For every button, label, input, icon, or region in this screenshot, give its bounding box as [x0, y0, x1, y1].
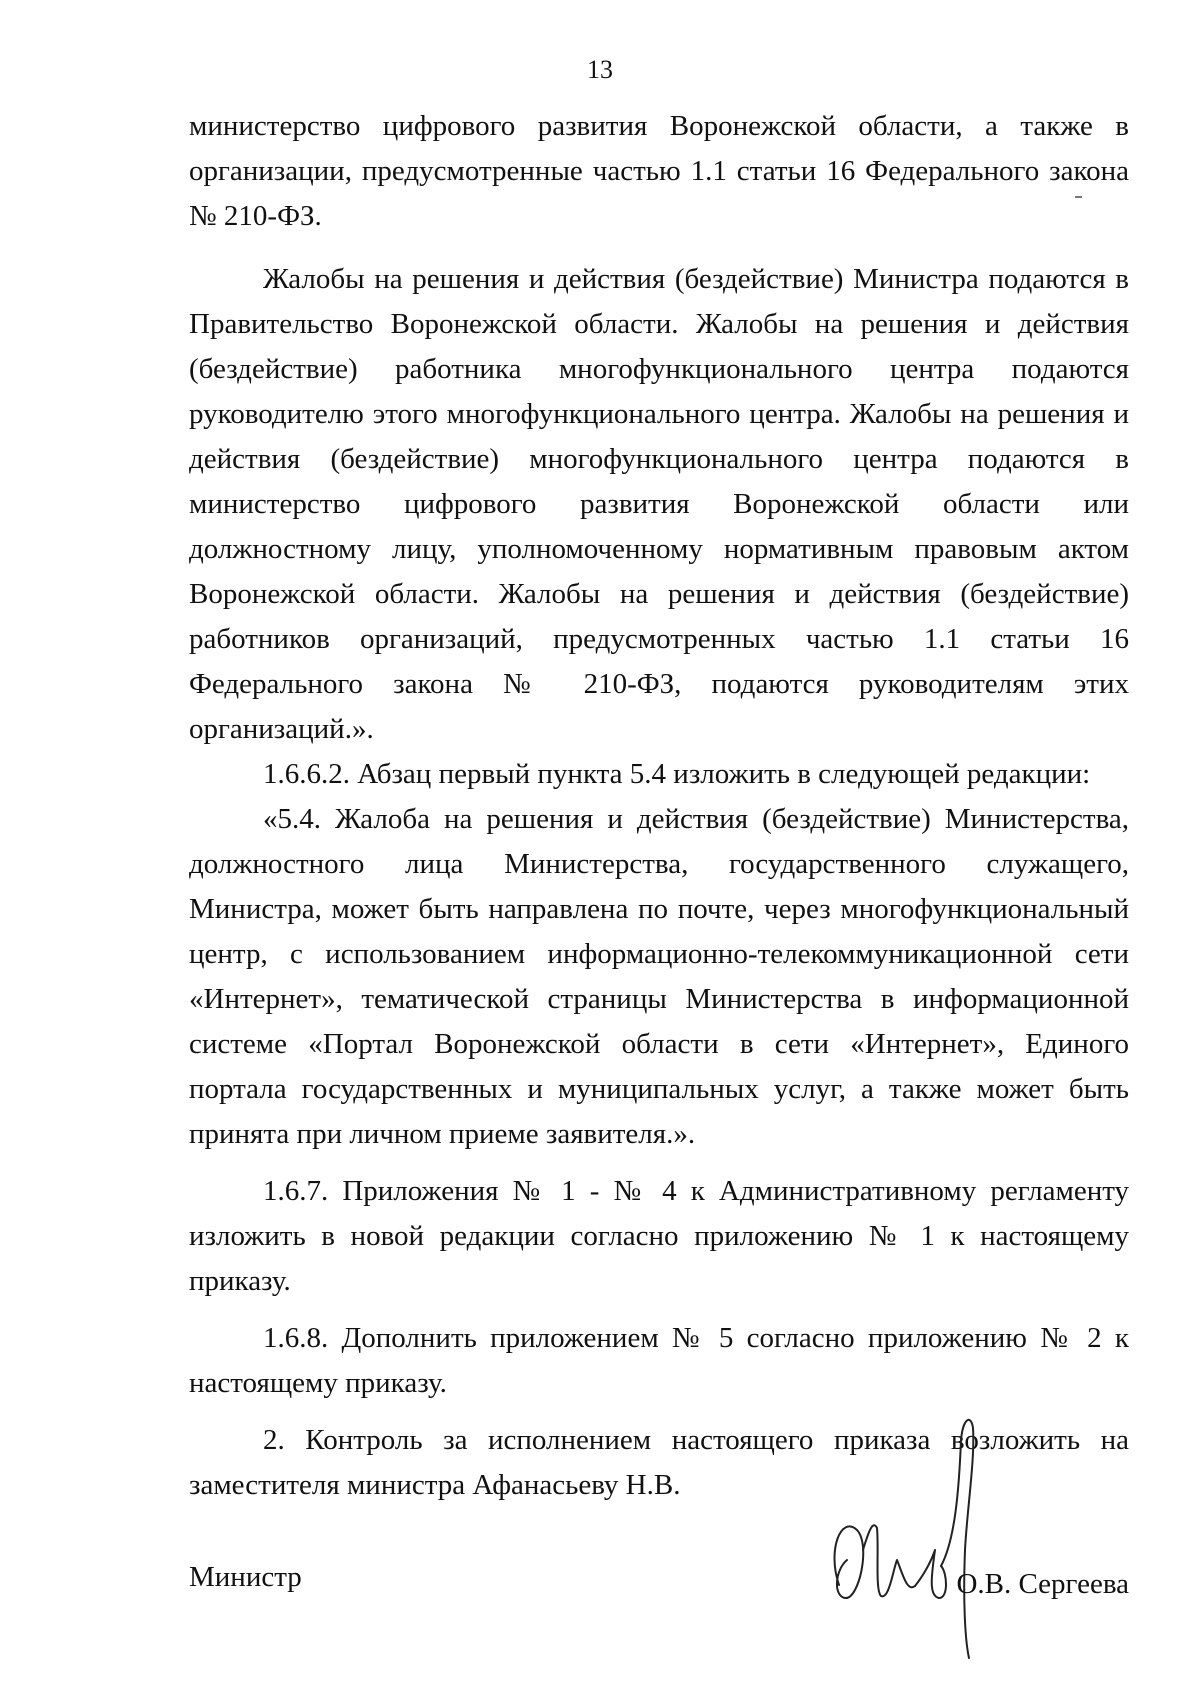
paragraph-2-control: 2. Контроль за исполнением настоящего приказа возложить на заместителя министра Афанасьеву Н.В. [189, 1424, 1129, 1501]
paragraph-1-6-6-2: 1.6.6.2. Абзац первый пункта 5.4 изложить в следующей редакции: [263, 758, 1091, 790]
paragraph-1-6-7: 1.6.7. Приложения № 1 - № 4 к Административному регламенту изложить в новой редакции согласно приложению № 1 к настоящему приказу. [189, 1175, 1129, 1297]
document-body [189, 104, 1129, 1508]
signature-block [189, 1510, 1129, 1670]
paragraph-continuation: министерство цифрового развития Воронежской области, а также в организации, предусмотренные частью 1.1 статьи 16 Федерального закона № 210-ФЗ. [189, 110, 1129, 232]
handwritten-signature [819, 1400, 999, 1660]
signatory-title: Министр [189, 1561, 302, 1593]
paragraph-5-4: «5.4. Жалоба на решения и действия (бездействие) Министерства, должностного лица Министерства, государственного служащего, Министра, может быть направлена по почте, через многофункциональный центр, с использованием информационно-телекоммуникационной сети «Интернет», тематической страницы Министерства в информационной системе «Портал Воронежской области в сети «Интернет», Единого портала государственных и муниципальных услуг, а также может быть принята при личном приеме заявителя.». [189, 803, 1129, 1150]
paragraph-complaints: Жалобы на решения и действия (бездействие) Министра подаются в Правительство Воронежской области. Жалобы на решения и действия (бездействие) работника многофункционального центра подаются руководителю этого многофункционального центра. Жалобы на решения и действия (бездействие) многофункционального центра подаются в министерство цифрового развития Воронежской области или должностному лицу, уполномоченному нормативным правовым актом Воронежской области. Жалобы на решения и действия (бездействие) работников организаций, предусмотренных частью 1.1 статьи 16 Федерального закона № 210-ФЗ, подаются руководителям этих организаций.». [189, 263, 1129, 745]
page-number: 13 [587, 55, 613, 84]
paragraph-1-6-8: 1.6.8. Дополнить приложением № 5 согласно приложению № 2 к настоящему приказу. [189, 1322, 1129, 1399]
signatory-name: О.В. Сергеева [956, 1568, 1129, 1600]
